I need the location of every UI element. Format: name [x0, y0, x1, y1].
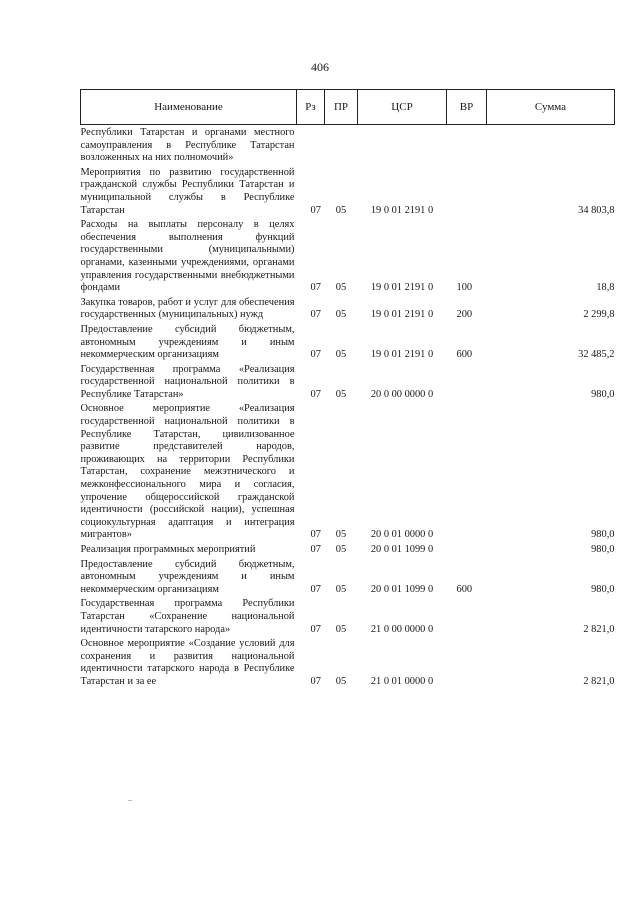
row-sum [487, 125, 615, 165]
row-name: Основное мероприятие «Создание условий для сохранения и развития национальной идентичности татарского народа в Республике Татарстан и за ее [80, 638, 295, 687]
row-csr: 19 0 01 2191 0 [370, 349, 434, 361]
row-csr: 20 0 00 0000 0 [370, 388, 434, 400]
table-row [81, 557, 615, 597]
table-row [81, 322, 615, 362]
header-rz: Рз [297, 90, 325, 125]
row-vr [447, 165, 487, 217]
row-sum: 2 821,0 [583, 675, 615, 687]
row-pr: 05 [335, 309, 347, 321]
table-row [81, 125, 615, 165]
row-name: Предоставление субсидий бюджетным, автономным учреждениям и иным некоммерческим организациям [80, 558, 295, 595]
row-sum: 32 485,2 [578, 349, 615, 361]
row-pr: 05 [335, 623, 347, 635]
row-rz: 07 [310, 623, 321, 635]
row-rz: 07 [310, 349, 321, 361]
page-number: 406 [311, 60, 329, 74]
header-name: Наименование [81, 90, 297, 125]
row-pr: 05 [335, 544, 347, 555]
table-header-row [81, 90, 615, 125]
row-pr: 05 [335, 282, 347, 294]
header-csr: ЦСР [358, 90, 447, 125]
row-sum: 980,0 [591, 388, 615, 400]
table-row [81, 401, 615, 542]
row-vr [447, 401, 487, 542]
row-sum: 980,0 [591, 544, 615, 555]
table-row [81, 362, 615, 402]
row-name: Закупка товаров, работ и услуг для обеспечения государственных (муниципальных) нужд [80, 296, 295, 321]
row-pr: 05 [335, 529, 347, 541]
row-vr [447, 362, 487, 402]
row-csr: 20 0 01 1099 0 [370, 544, 434, 555]
row-pr [325, 125, 358, 165]
scan-mark [128, 800, 132, 801]
row-name: Предоставление субсидий бюджетным, автономным учреждениям и иным некоммерческим организациям [80, 323, 295, 361]
row-vr [447, 542, 487, 557]
row-name: Государственная программа «Реализация государственной национальной политики в Республике Татарстан» [80, 363, 295, 400]
row-csr: 21 0 00 0000 0 [370, 623, 434, 635]
row-csr: 20 0 01 0000 0 [370, 529, 434, 541]
row-csr: 20 0 01 1099 0 [370, 583, 434, 595]
row-vr: 200 [456, 309, 473, 321]
header-pr: ПР [325, 90, 358, 125]
table-row [81, 217, 615, 295]
row-name: Мероприятия по развитию государственной гражданской службы Республики Татарстан и муниципальной службы в Республике Татарстан [80, 166, 295, 216]
row-csr: 21 0 01 0000 0 [370, 675, 434, 687]
row-rz [297, 125, 325, 165]
row-rz: 07 [310, 544, 321, 555]
row-csr: 19 0 01 2191 0 [370, 282, 434, 294]
row-rz: 07 [310, 583, 321, 595]
row-sum: 2 299,8 [583, 309, 615, 321]
table-row [81, 295, 615, 322]
table-row [81, 542, 615, 557]
budget-table [80, 89, 615, 689]
row-name: Расходы на выплаты персоналу в целях обеспечения выполнения функций государственными (муниципальными) органами, казенными учреждениями, органами управления государственными внебюджетными фондами [80, 219, 295, 294]
row-pr: 05 [335, 388, 347, 400]
row-rz: 07 [310, 204, 321, 216]
header-sum: Сумма [487, 90, 615, 125]
row-vr [447, 596, 487, 636]
row-vr: 600 [456, 349, 473, 361]
row-csr: 19 0 01 2191 0 [370, 309, 434, 321]
row-pr: 05 [335, 204, 347, 216]
row-name: Основное мероприятие «Реализация государственной национальной политики в Республике Татарстан, цивилизованное развитие представителей народов, проживающих на территории Республики Татарстан, сохранение межэтнического и межконфессионального мира и согласия, упрочение общероссийской гражданской идентичности (российской нации), успешная социокультурная адаптация и интеграция мигрантов» [80, 403, 295, 541]
row-vr [447, 636, 487, 688]
row-sum: 2 821,0 [583, 623, 615, 635]
row-vr: 100 [456, 282, 473, 294]
table-row [81, 636, 615, 688]
table-row [81, 165, 615, 217]
row-name: Государственная программа Республики Татарстан «Сохранение национальной идентичности татарского народа» [80, 598, 295, 635]
header-vr: ВР [447, 90, 487, 125]
row-pr: 05 [335, 583, 347, 595]
row-rz: 07 [310, 675, 321, 687]
row-sum: 18,8 [596, 282, 615, 294]
row-sum: 980,0 [591, 529, 615, 541]
row-csr [358, 125, 447, 165]
row-pr: 05 [335, 349, 347, 361]
row-vr [447, 125, 487, 165]
row-rz: 07 [310, 529, 321, 541]
row-pr: 05 [335, 675, 347, 687]
row-rz: 07 [310, 309, 321, 321]
row-name: Реализация программных мероприятий [80, 544, 256, 555]
row-vr: 600 [456, 583, 473, 595]
row-sum: 980,0 [591, 583, 615, 595]
row-rz: 07 [310, 282, 321, 294]
row-csr: 19 0 01 2191 0 [370, 204, 434, 216]
row-rz: 07 [310, 388, 321, 400]
row-sum: 34 803,8 [578, 204, 615, 216]
row-name: Республики Татарстан и органами местного самоуправления в Республике Татарстан возложенных на них полномочий» [80, 127, 295, 164]
table-row [81, 596, 615, 636]
